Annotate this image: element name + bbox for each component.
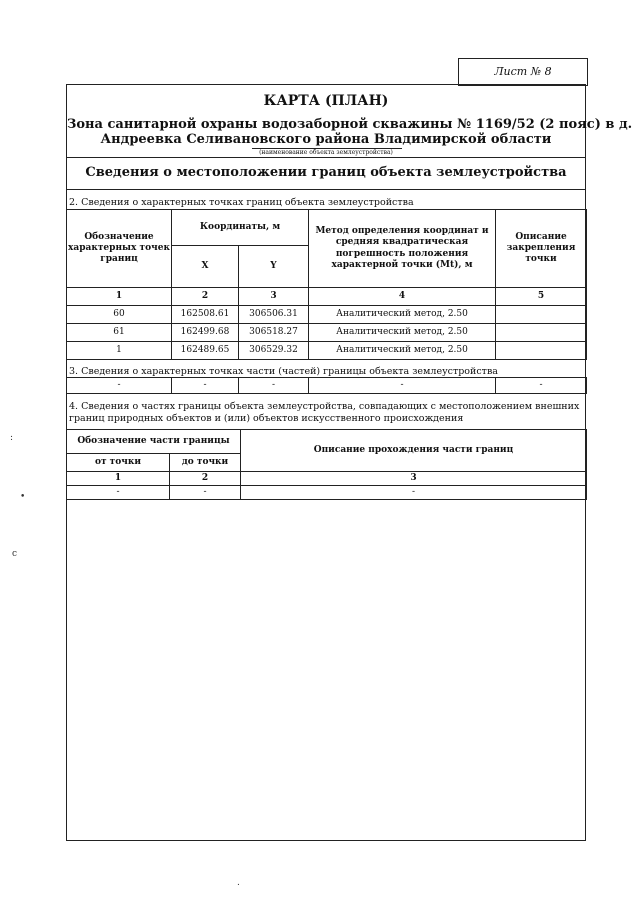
header-to: до точки	[170, 454, 241, 472]
cell-method: Аналитический метод, 2.50	[309, 306, 496, 324]
section-4-table	[66, 429, 587, 500]
cell-method: Аналитический метод, 2.50	[309, 324, 496, 342]
footer-mark: .	[237, 878, 240, 888]
cell-point: 1	[67, 342, 172, 360]
col-number: 5	[496, 288, 587, 306]
col-number: 2	[170, 472, 241, 486]
header-method: Метод определения координат и средняя квадратическая погрешность положения характерной точки (Mt), м	[309, 210, 496, 288]
header-description: Описание закрепления точки	[496, 210, 587, 288]
section-2-table	[66, 209, 587, 360]
col-number: 1	[67, 472, 170, 486]
table-row	[67, 342, 587, 360]
sheet-label: Лист № 8	[494, 65, 552, 78]
cell-dash: -	[496, 378, 587, 394]
subtitle-line-2: Андреевка Селивановского района Владимирской области	[100, 132, 552, 147]
table-row	[67, 306, 587, 324]
header-designation: Обозначение характерных точек границ	[67, 210, 172, 288]
header-passage: Описание прохождения части границ	[241, 430, 587, 472]
cell-y: 306518.27	[239, 324, 309, 342]
cell-y: 306506.31	[239, 306, 309, 324]
margin-mark-3: с	[12, 549, 18, 559]
section-2-title: 2. Сведения о характерных точках границ объекта землеустройства	[69, 197, 414, 208]
section-4-title-line-1: 4. Сведения о частях границы объекта землеустройства, совпадающих с местоположением внешних	[69, 401, 580, 412]
document-frame	[66, 84, 633, 841]
cell-x: 162508.61	[172, 306, 239, 324]
section-heading: Сведения о местоположении границ объекта землеустройства	[85, 165, 567, 180]
cell-dash: -	[170, 486, 241, 500]
cell-point: 60	[67, 306, 172, 324]
cell-x: 162499.68	[172, 324, 239, 342]
section-3-title: 3. Сведения о характерных точках части (частей) границы объекта землеустройства	[69, 366, 498, 377]
col-number: 2	[172, 288, 239, 306]
cell-dash: -	[239, 378, 309, 394]
margin-mark-2: •	[20, 492, 26, 502]
cell-x: 162489.65	[172, 342, 239, 360]
header-coords: Координаты, м	[172, 210, 309, 246]
header-part: Обозначение части границы	[67, 430, 241, 454]
divider	[67, 157, 585, 158]
cell-dash: -	[172, 378, 239, 394]
cell-y: 306529.32	[239, 342, 309, 360]
cell-method: Аналитический метод, 2.50	[309, 342, 496, 360]
cell-desc	[496, 306, 587, 324]
table-row	[67, 378, 587, 394]
page-title: КАРТА (ПЛАН)	[263, 93, 389, 109]
section-4-title-line-2: границ природных объектов и (или) объектов искусственного происхождения	[69, 413, 464, 424]
cell-point: 61	[67, 324, 172, 342]
table-row	[67, 486, 587, 500]
subtitle-caption: (наименование объекта землеустройства)	[259, 149, 393, 156]
margin-mark-1: :	[10, 433, 14, 443]
section-3-table	[66, 377, 587, 394]
subtitle-line-1: Зона санитарной охраны водозаборной скважины № 1169/52 (2 пояс) в д.	[67, 117, 633, 132]
col-number: 1	[67, 288, 172, 306]
cell-dash: -	[309, 378, 496, 394]
col-number: 4	[309, 288, 496, 306]
header-y: Y	[239, 246, 309, 288]
table-row	[67, 324, 587, 342]
header-x: X	[172, 246, 239, 288]
header-from: от точки	[67, 454, 170, 472]
col-number: 3	[241, 472, 587, 486]
cell-desc	[496, 324, 587, 342]
sheet-label-box	[458, 58, 588, 86]
cell-dash: -	[241, 486, 587, 500]
cell-dash: -	[67, 486, 170, 500]
col-number: 3	[239, 288, 309, 306]
cell-desc	[496, 342, 587, 360]
divider	[67, 189, 585, 190]
cell-dash: -	[67, 378, 172, 394]
